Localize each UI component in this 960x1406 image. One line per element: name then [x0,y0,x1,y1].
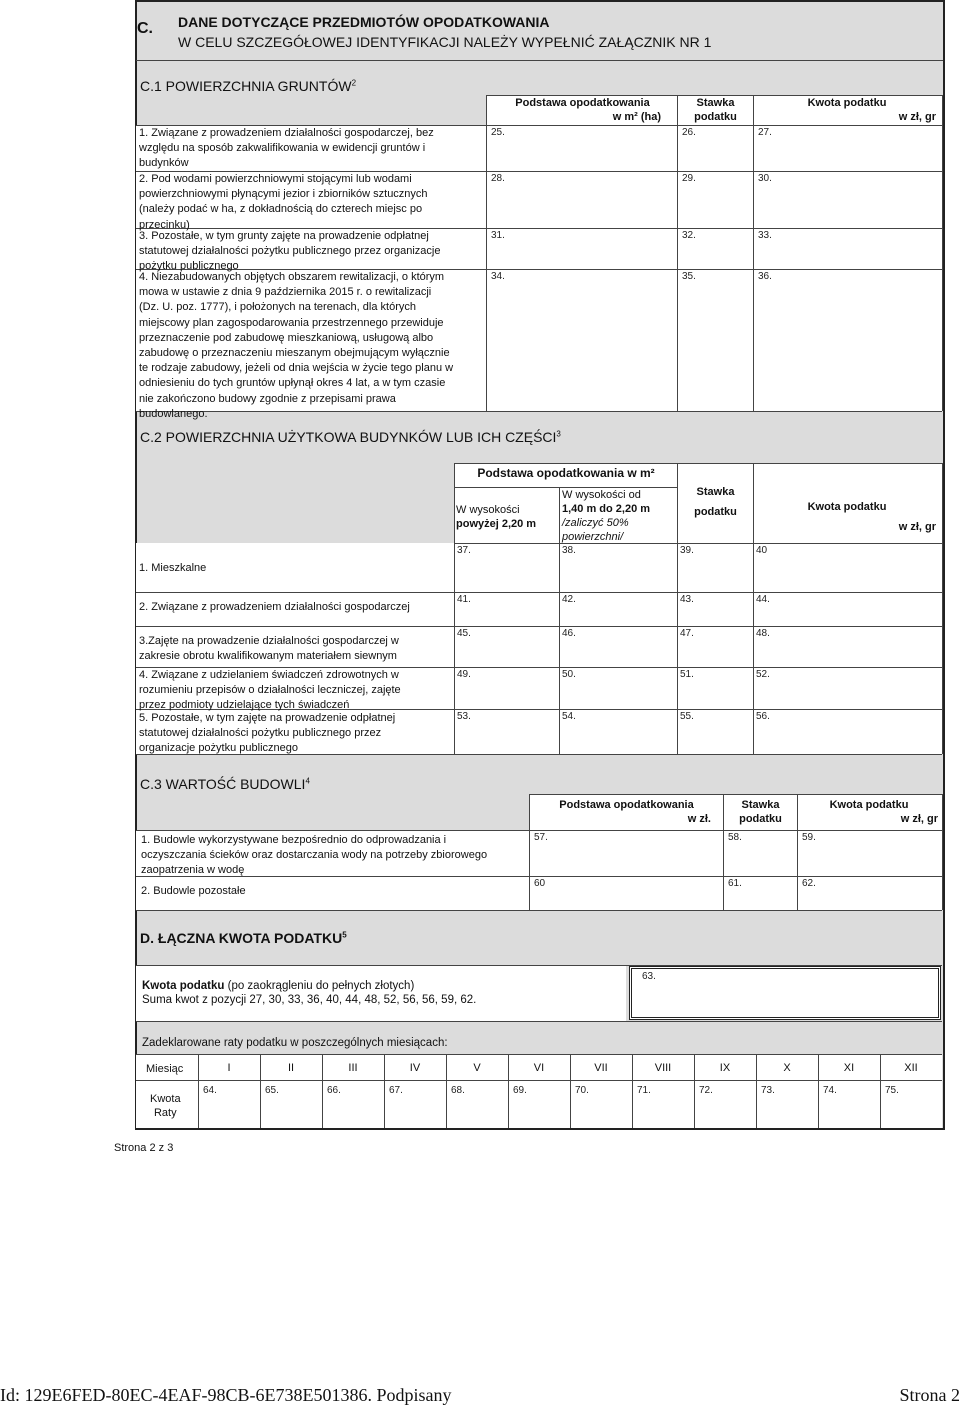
c3-col-rate-text2: podatku [739,813,782,825]
c1-row-label-line: budowlanego. [139,407,208,420]
page-counter: Strona 2 z 3 [114,1142,174,1154]
c1-field-number: 35. [682,271,696,282]
c2-col-amount [754,497,940,537]
c3-field-number: 62. [802,878,816,889]
rata-field-number: 65. [265,1085,279,1096]
c2-col-rate-text: Stawka [696,486,735,498]
c2-col-a1: W wysokości [456,504,520,516]
c1-field-number: 28. [491,173,505,184]
document-id: Id: 129E6FED-80EC-4EAF-98CB-6E738E501386. Podpisany [0,1385,452,1405]
month-label: XII [904,1062,918,1074]
month-label: IX [719,1062,731,1074]
c3-field-number: 59. [802,832,816,843]
c2-col-rate [678,482,753,522]
c1-input-cell[interactable] [487,126,676,170]
c1-row-label-line: (Dz. U. poz. 1777), i położonych na terenach, dla których [139,301,416,314]
month-label: I [227,1062,231,1074]
grid-line [942,463,943,754]
c3-col-rate [724,798,797,826]
c1-field-number: 26. [682,127,696,138]
rata-field-number: 71. [637,1085,651,1096]
c1-col-rate [678,96,753,124]
c2-row-label-line: statutowej działalności pożytku publicznego przez [139,727,382,740]
kwota-podatku-label [142,979,414,993]
c1-col-amount-text: Kwota podatku [807,97,887,109]
rata-field-number: 66. [327,1085,341,1096]
c1-row-label-line: te rodzaje zabudowy, jeżeli od dnia wejścia w życie tego planu w [139,362,454,375]
c3-field-number: 61. [728,878,742,889]
month-label: X [783,1062,791,1074]
c2-col-b1: W wysokości od [562,489,641,501]
rata-field-number: 75. [885,1085,899,1096]
c3-col-base [530,798,723,826]
c1-input-cell[interactable] [487,229,676,268]
month-label: III [348,1062,358,1074]
c3-col-amount-unit: w zł, gr [900,813,938,825]
c3-col-base-text: Podstawa opodatkowania [559,799,694,811]
c1-row-label-line: przeznaczenie pod zabudowę mieszkaniową, usługową albo [139,331,434,344]
grid-line [136,1054,942,1055]
grid-line [454,463,942,464]
c2-field-number: 46. [562,628,576,639]
c2-field-number: 50. [562,669,576,680]
c1-sup: 2 [351,78,357,88]
c1-input-cell[interactable] [754,229,941,268]
c1-input-cell[interactable] [678,270,752,410]
c3-input-cell[interactable] [530,877,722,909]
grid-line [136,910,942,911]
c1-field-number: 36. [758,271,772,282]
c3-row-label-line: zaopatrzenia w wodę [141,864,245,877]
c2-row-label-line: 2. Związane z prowadzeniem działalności gospodarczej [139,601,410,613]
c2-field-number: 45. [457,628,471,639]
c1-field-number: 27. [758,127,772,138]
month-label: IV [409,1062,421,1074]
c1-row-label-line: budynków [139,157,189,170]
c1-input-cell[interactable] [754,126,941,170]
c1-title [140,78,356,94]
c2-row-label-line: 3.Zajęte na prowadzenie działalności gospodarczej w [139,635,399,647]
c2-col-a [456,503,536,531]
rata-field-number: 68. [451,1085,465,1096]
c3-field-number: 58. [728,832,742,843]
raty-label: Zadeklarowane raty podatku w poszczególnych miesiącach: [142,1037,448,1049]
c1-input-cell[interactable] [487,172,676,227]
kwota-raty-2: Raty [153,1107,177,1119]
c2-col-b [562,488,650,544]
month-label: V [473,1062,481,1074]
c2-title [140,429,561,445]
c1-col-amount-unit: w zł, gr [898,111,936,123]
c2-field-number: 49. [457,669,471,680]
c2-field-number: 39. [680,545,694,556]
rata-field-number: 64. [203,1085,217,1096]
rata-field-number: 73. [761,1085,775,1096]
divider [136,60,943,61]
c2-field-number: 43. [680,594,694,605]
rata-field-number: 67. [389,1085,403,1096]
grid-line [942,794,943,910]
grid-line [942,95,943,411]
c2-col-amount-unit: w zł, gr [898,521,936,533]
c1-row-label-line: względu na sposób zakwalifikowania w ewidencji gruntów i [139,142,426,155]
c2-col-rate-text2: podatku [694,506,737,518]
c2-col-a2: powyżej 2,20 m [456,518,537,530]
c2-input-cell[interactable] [754,668,941,708]
c3-row-label-line: 1. Budowle wykorzystywane bezpośrednio do odprowadzania i [141,834,447,846]
c2-row-label-line: zakresie obrotu kwalifikowanym materiałem siewnym [139,650,397,663]
c2-input-cell[interactable] [754,544,941,591]
c3-input-cell[interactable] [530,831,722,875]
c1-row-label-line: powierzchniowymi płynącymi jezior i zbiorników sztucznych [139,188,428,201]
c1-field-number: 25. [491,127,505,138]
c1-row-label-line: nie zakończono budowy zgodnie z przepisami prawa [139,392,396,405]
c3-col-amount-text: Kwota podatku [829,799,909,811]
c2-field-number: 54. [562,711,576,722]
kwota-suma: Suma kwot z pozycji 27, 30, 33, 36, 40, 44, 48, 52, 56, 56, 59, 62. [142,994,477,1006]
c1-col-base-unit: w m² (ha) [612,111,661,123]
c3-input-cell[interactable] [798,831,941,875]
c2-field-number: 37. [457,545,471,556]
c2-field-number: 44. [756,594,770,605]
c1-col-amount [754,96,940,124]
grid-line [136,411,942,412]
c1-title-text: C.1 POWIERZCHNIA GRUNTÓW [140,78,352,94]
section-c-subtitle: W CELU SZCZEGÓŁOWEJ IDENTYFIKACJI NALEŻY WYPEŁNIĆ ZAŁĄCZNIK NR 1 [178,34,712,50]
page-number: Strona 2 [899,1385,960,1405]
c1-field-number: 31. [491,230,505,241]
c3-field-number: 57. [534,832,548,843]
c2-field-number: 47. [680,628,694,639]
c1-row-label-line: miejscowy plan zagospodarowania przestrzennego przewiduje [139,316,444,329]
c2-col-b4: powierzchni/ [562,531,624,543]
c2-row-label-line: rozumieniu przepisów o działalności leczniczej, zajęte [139,684,401,697]
c2-input-cell[interactable] [560,544,676,591]
c2-row-label-line: 5. Pozostałe, w tym zajęte na prowadzenie odpłatnej [139,712,396,724]
c2-field-number: 38. [562,545,576,556]
rata-field-number: 70. [575,1085,589,1096]
c1-row-label-line: mowa w ustawie z dnia 9 października 2015 r. o rewitalizacji [139,286,432,299]
c3-col-rate-text: Stawka [741,799,780,811]
c2-field-number: 40 [756,545,768,556]
grid-line [136,1021,942,1022]
kwota-raty-label [150,1092,181,1120]
c3-sup: 4 [305,776,310,786]
c1-field-number: 30. [758,173,772,184]
c2-field-number: 55. [680,711,694,722]
c1-field-number: 32. [682,230,696,241]
c1-col-base [490,96,675,124]
rata-field-number: 69. [513,1085,527,1096]
c1-row-label-line: 2. Pod wodami powierzchniowymi stojącymi lub wodami [139,173,412,185]
c2-input-cell[interactable] [560,668,676,708]
month-label: VIII [654,1062,672,1074]
c3-col-base-unit: w zł. [687,813,711,825]
kwota-raty-1: Kwota [150,1093,181,1105]
month-label: VII [594,1062,608,1074]
c2-title-text: C.2 POWIERZCHNIA UŻYTKOWA BUDYNKÓW LUB ICH CZĘŚCI [140,429,557,445]
c2-field-number: 41. [457,594,471,605]
section-d-title-text: D. ŁĄCZNA KWOTA PODATKU [140,930,343,946]
rata-field-number: 72. [699,1085,713,1096]
rata-field-number: 74. [823,1085,837,1096]
c3-title [140,776,310,792]
c2-input-cell[interactable] [754,710,941,753]
c2-col-base: Podstawa opodatkowania w m² [477,466,655,480]
c2-field-number: 52. [756,669,770,680]
month-label: II [287,1062,295,1074]
c1-input-cell[interactable] [754,172,941,227]
c2-input-cell[interactable] [754,627,941,666]
c3-row-label-line: oczyszczania ścieków oraz dostarczania wody na potrzeby zbiorowego [141,849,488,862]
kwota-rest: (po zaokrągleniu do pełnych złotych) [224,980,415,992]
month-label: VI [533,1062,545,1074]
c1-row-label-line: zabudowę o przeznaczeniu mieszanym obejmującym wyłącznie [139,347,450,359]
kwota-bold: Kwota podatku [142,980,225,992]
c1-row-label-line: 3. Pozostałe, w tym grunty zajęte na prowadzenie odpłatnej [139,230,429,242]
c1-row-label-line: statutowej działalności pożytku publicznego przez organizacje [139,245,441,258]
c3-input-cell[interactable] [798,877,941,909]
c2-input-cell[interactable] [560,627,676,666]
field-63: 63. [642,971,656,982]
c3-title-text: C.3 WARTOŚĆ BUDOWLI [140,776,306,792]
section-c-title: DANE DOTYCZĄCE PRZEDMIOTÓW OPODATKOWANIA [178,14,550,30]
c1-input-cell[interactable] [487,270,676,410]
c1-col-rate-text2: podatku [694,111,737,123]
c1-field-number: 34. [491,271,505,282]
c1-row-label-line: odniesieniu do tych gruntów upłynął okres 4 lat, a w tym czasie [139,377,446,390]
c2-field-number: 56. [756,711,770,722]
c2-input-cell[interactable] [560,593,676,625]
c2-field-number: 42. [562,594,576,605]
total-tax-field[interactable] [629,966,941,1020]
c1-row-label-line: 4. Niezabudowanych objętych obszarem rewitalizacji, o którym [139,271,445,283]
c1-row-label-line: przecinku) [139,218,190,231]
c2-input-cell[interactable] [754,593,941,625]
c1-col-base-text: Podstawa opodatkowania [515,97,650,109]
grid-line [529,794,942,795]
c3-col-amount [798,798,940,826]
c1-field-number: 33. [758,230,772,241]
c3-field-number: 60 [534,878,546,889]
c2-row-label-line: przez podmioty udzielające tych świadczeń [139,699,350,712]
c2-row-label-line: organizacje pożytku publicznego [139,742,298,755]
month-label: XI [843,1062,855,1074]
section-d-title [140,930,347,946]
c1-row-label-line: 1. Związane z prowadzeniem działalności gospodarczej, bez [139,127,434,139]
c1-row-label-line: pożytku publicznego [139,260,239,273]
c2-row-label-line: 4. Związane z udzielaniem świadczeń zdrowotnych w [139,669,399,681]
c2-col-b3: /zaliczyć 50% [562,517,629,529]
c1-input-cell[interactable] [754,270,941,410]
c2-sup: 3 [556,429,561,439]
section-d-sup: 5 [342,930,347,940]
c2-col-b2: 1,40 m do 2,20 m [562,503,651,515]
c2-field-number: 51. [680,669,694,680]
c1-row-label-line: (należy podać w ha, z dokładnością do czterech miejsc po [139,203,423,216]
c1-field-number: 29. [682,173,696,184]
miesiac-label: Miesiąc [146,1063,184,1075]
c2-col-amount-text: Kwota podatku [807,501,887,513]
c2-input-cell[interactable] [560,710,676,753]
c2-row-label-line: 1. Mieszkalne [139,562,207,574]
c2-field-number: 48. [756,628,770,639]
section-c-letter: C. [137,20,153,37]
c3-row-label-line: 2. Budowle pozostałe [141,885,246,897]
c1-col-rate-text: Stawka [696,97,735,109]
c2-field-number: 53. [457,711,471,722]
